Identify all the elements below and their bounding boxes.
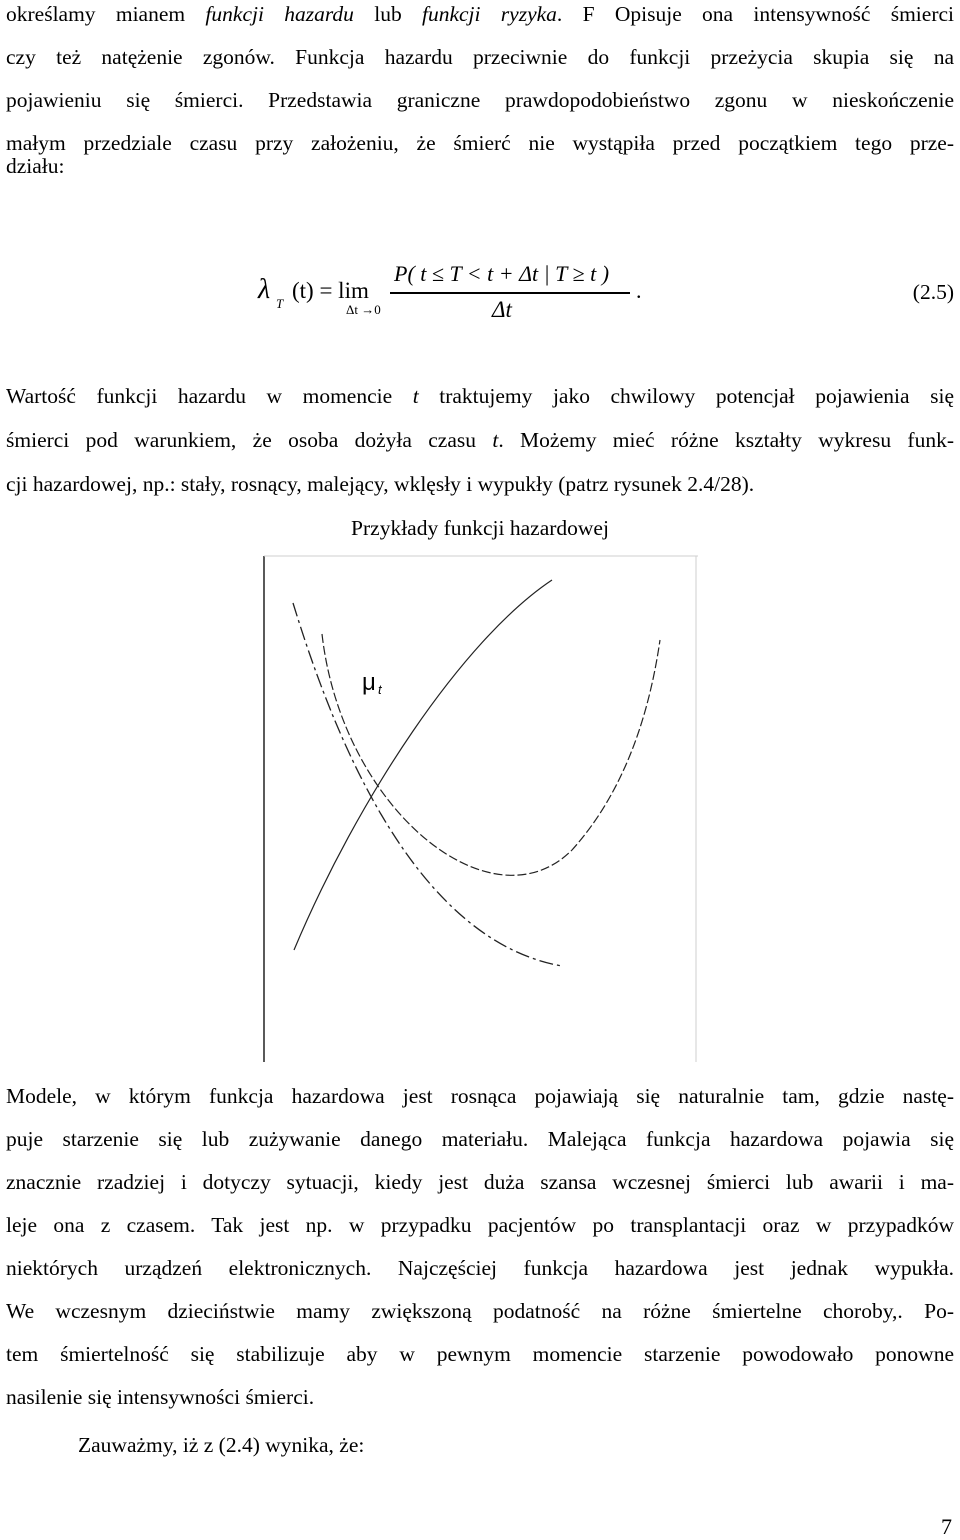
paragraph3-line-2 <box>6 1127 954 1151</box>
decreasing-hazard-curve <box>293 603 562 966</box>
paragraph3-line-3 <box>6 1170 954 1194</box>
page-number: 7 <box>941 1514 952 1539</box>
paragraph3-line-5 <box>6 1256 954 1280</box>
figure-caption: Przykłady funkcji hazardowej <box>351 516 609 540</box>
text-run: pojawieniu się śmierci. Przedstawia graniczne prawdopodobieństwo zgonu w nieskończenie <box>6 88 954 112</box>
italic-term: funkcji hazardu <box>205 2 354 26</box>
italic-term: funkcji ryzyka <box>422 2 557 26</box>
equation-numerator: P( t ≤ T < t + Δt | T ≥ t ) <box>394 261 610 286</box>
text-run: . Możemy mieć różne kształty wykresu funk- <box>498 428 954 452</box>
paragraph2-line-2 <box>6 428 954 452</box>
text-run: Modele, w którym funkcja hazardowa jest rosnąca pojawiają się naturalnie tam, gdzie nastę- <box>6 1084 954 1108</box>
hazard-function-figure <box>262 550 698 1062</box>
paragraph3-line-6 <box>6 1299 954 1323</box>
text-run: We wczesnym dzieciństwie mamy zwiększoną podatność na różne śmiertelne choroby,. Po- <box>6 1299 954 1323</box>
paragraph1-line-2 <box>6 45 954 69</box>
paragraph1-line-5 <box>6 154 954 178</box>
text-run: traktujemy jako chwilowy potencjał pojawienia się <box>418 384 954 408</box>
equation-period: . <box>636 278 642 303</box>
increasing-hazard-curve <box>294 580 552 950</box>
equation-limit-subscript: Δt →0 <box>346 302 381 317</box>
mu-t-label-subscript: t <box>378 682 382 697</box>
equation-number: (2.5) <box>912 280 954 304</box>
italic-term: t <box>412 384 419 408</box>
closing-line: Zauważmy, iż z (2.4) wynika, że: <box>78 1433 365 1457</box>
text-run: śmierci pod warunkiem, że osoba dożyła czasu <box>6 428 493 452</box>
text-run: lub <box>353 2 422 26</box>
equation-fraction-bar <box>390 292 630 294</box>
paragraph3-line-1 <box>6 1084 954 1108</box>
equation-denominator: Δt <box>492 297 512 322</box>
text-run: tem śmiertelność się stabilizuje aby w pewnym momencie starzenie powodowało ponowne <box>6 1342 954 1366</box>
text-run: puje starzenie się lub zużywanie danego materiału. Malejąca funkcja hazardowa pojawia się <box>6 1127 954 1151</box>
equation-lambda-subscript: T <box>276 296 284 311</box>
text-run: czy też natężenie zgonów. Funkcja hazardu przeciwnie do funkcji przeżycia skupia się na <box>6 45 954 69</box>
text-run: Wartość funkcji hazardu w momencie <box>6 384 413 408</box>
text-run: określamy mianem <box>6 2 206 26</box>
text-run: niektórych urządzeń elektronicznych. Najczęściej funkcja hazardowa jest jednak wypukła. <box>6 1256 954 1280</box>
text-run: cji hazardowej, np.: stały, rosnący, malejący, wklęsły i wypukły (patrz rysunek 2.4/28). <box>6 472 755 496</box>
equation-lambda: λ <box>258 274 271 305</box>
paragraph3-line-4 <box>6 1213 954 1237</box>
text-run: działu: <box>6 154 65 178</box>
paragraph1-line-3 <box>6 88 954 112</box>
paragraph1-line-4 <box>6 131 954 155</box>
text-run: nasilenie się intensywności śmierci. <box>6 1385 315 1409</box>
paragraph1-line-1 <box>6 2 954 26</box>
text-run: leje ona z czasem. Tak jest np. w przypadku pacjentów po transplantacji oraz w przypadków <box>6 1213 954 1237</box>
hazard-curves-plot <box>262 550 698 1062</box>
text-run: . F Opisuje ona intensywność śmierci <box>556 2 954 26</box>
italic-term: t <box>492 428 499 452</box>
equation-lhs: (t) = lim <box>292 278 369 303</box>
text-run: małym przedziale czasu przy założeniu, że śmierć nie wystąpiła przed początkiem tego prze- <box>6 131 954 155</box>
paragraph3-line-7 <box>6 1342 954 1366</box>
paragraph2-line-3 <box>6 472 954 496</box>
text-run: znacznie rzadziej i dotyczy sytuacji, kiedy jest duża szansa wczesnej śmierci lub awarii i ma- <box>6 1170 954 1194</box>
paragraph2-line-1 <box>6 384 954 408</box>
paragraph3-line-8 <box>6 1385 954 1409</box>
mu-t-label: μ <box>362 669 376 696</box>
